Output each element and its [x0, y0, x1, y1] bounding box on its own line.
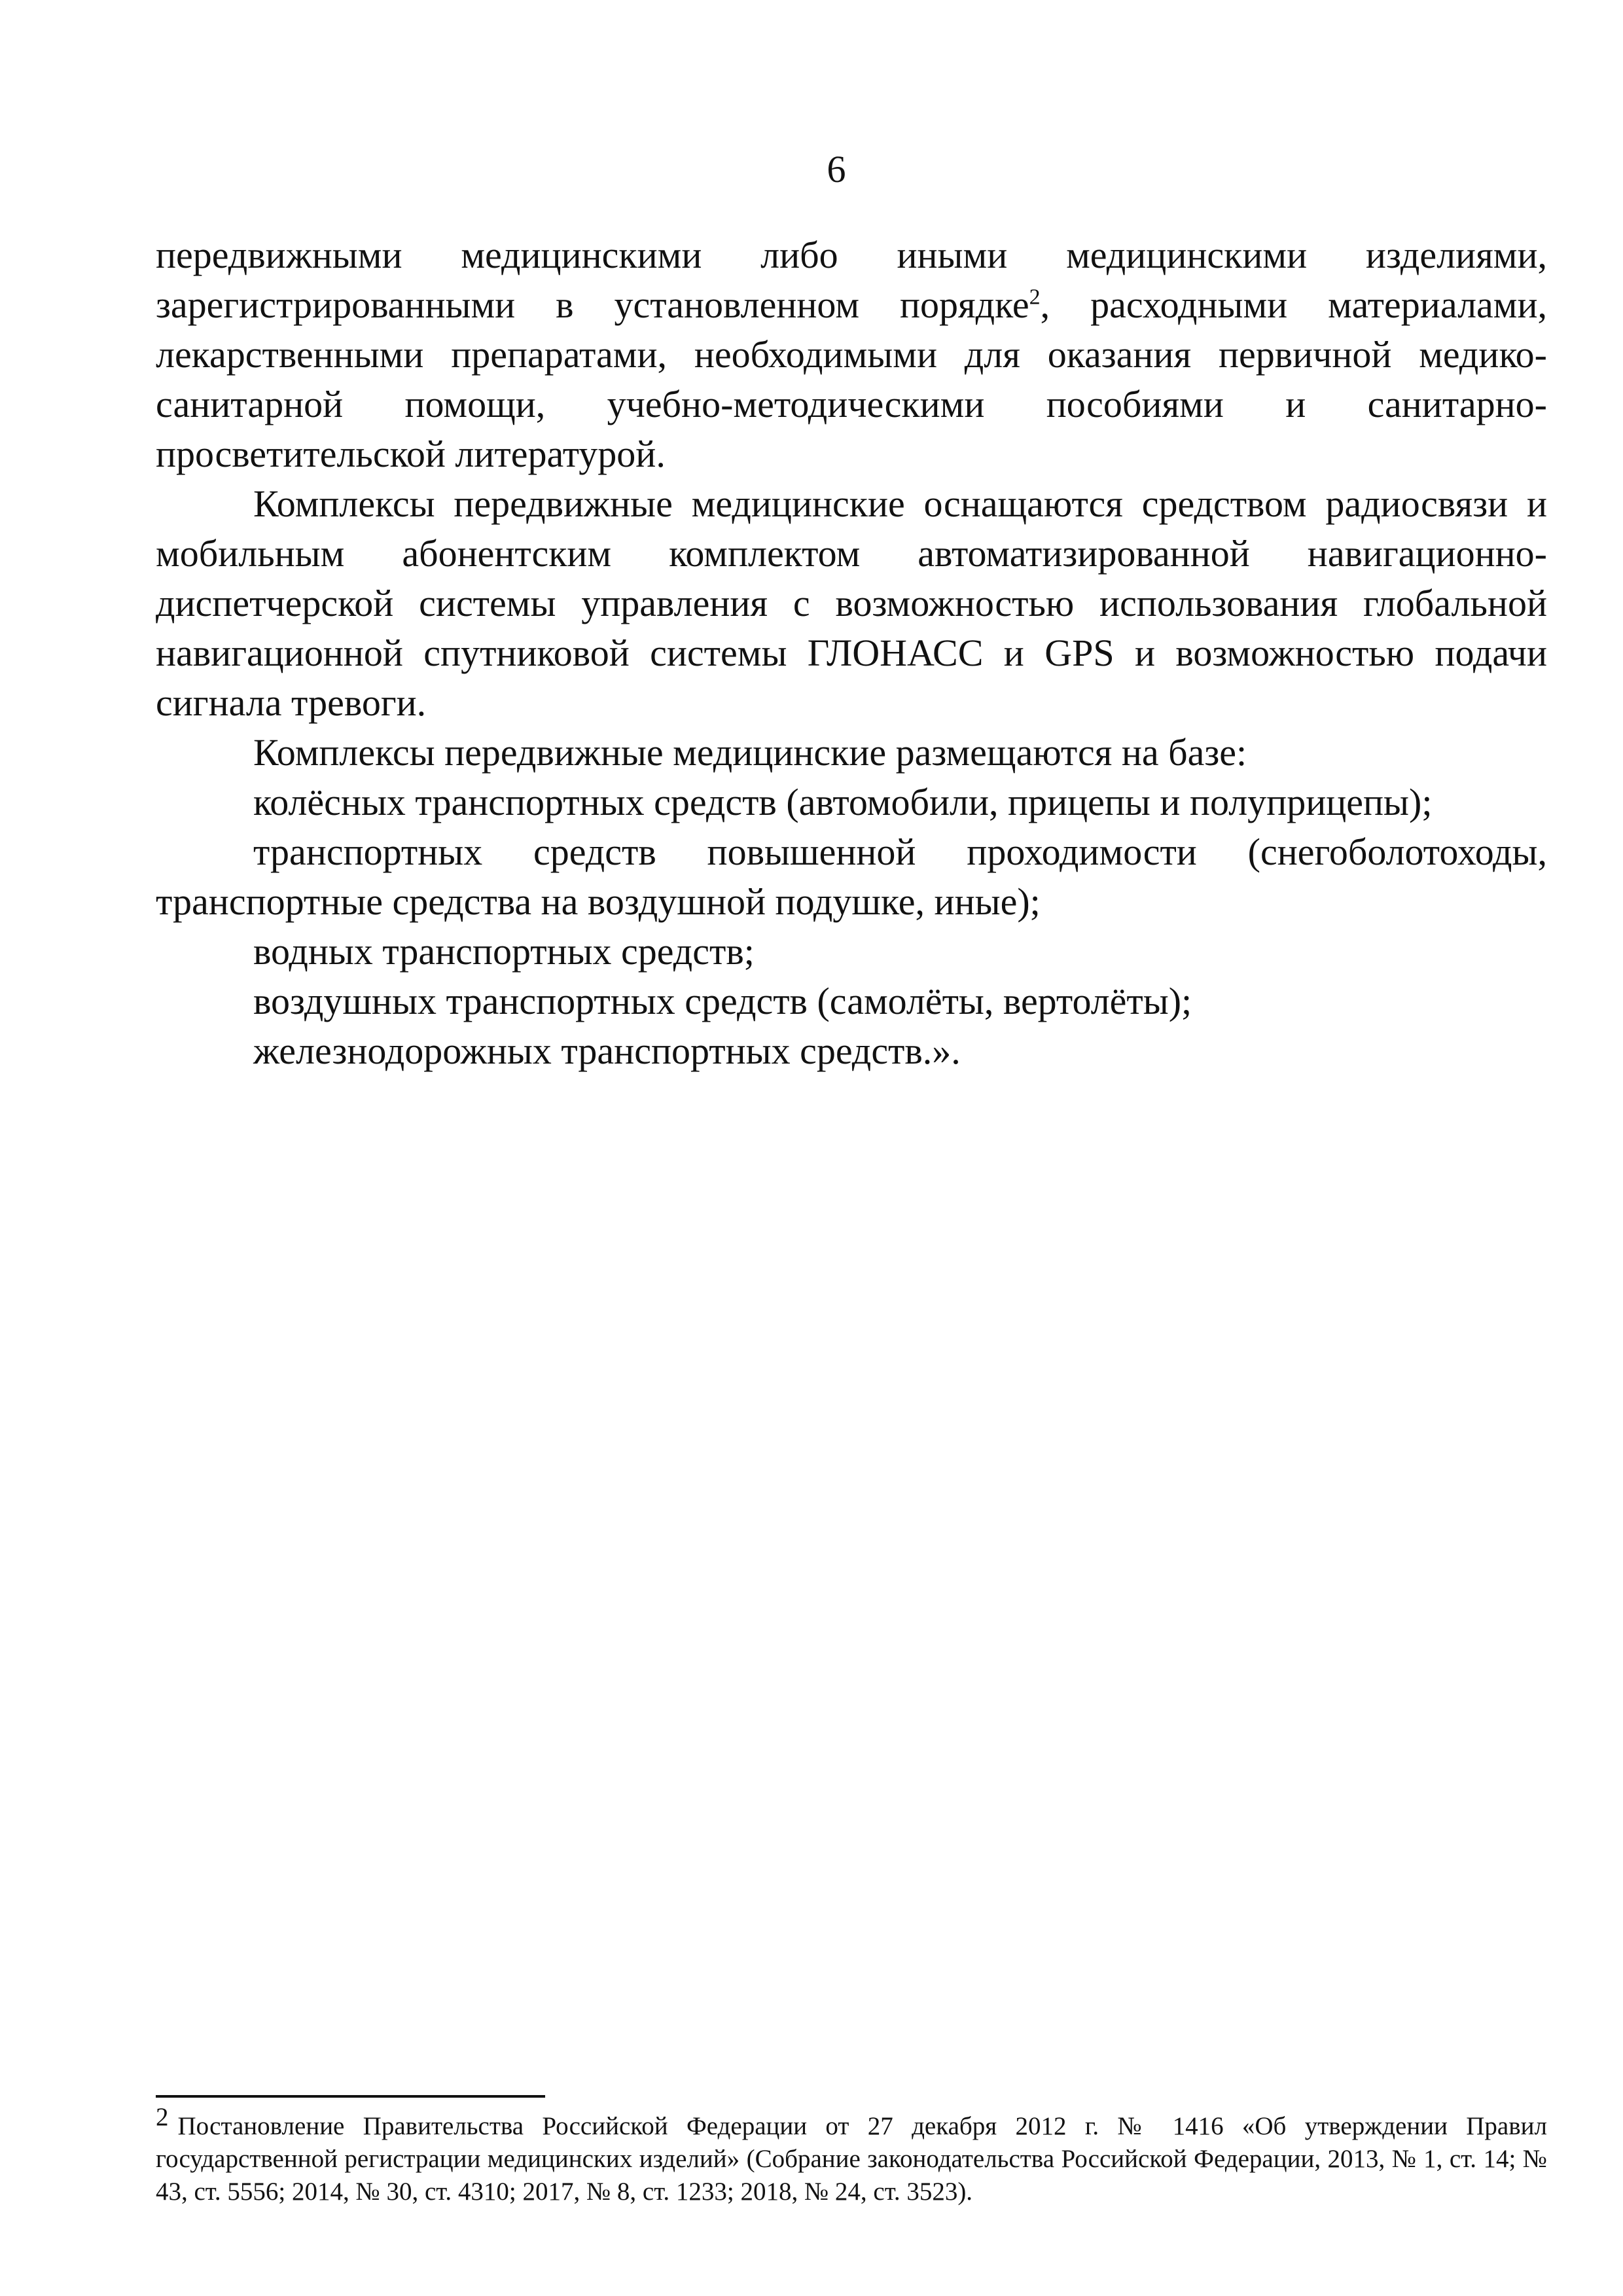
paragraph-equipment — [156, 230, 1547, 479]
paragraph-equipment-text-before-footnote: передвижными медицинскими либо иными медицинскими изделиями, зарегистрированными в установленном порядке — [156, 234, 1547, 326]
list-item-water-vehicles: водных транспортных средств; — [253, 930, 755, 973]
footnote — [156, 2103, 1547, 2208]
footnote-text: Постановление Правительства Российской Федерации от 27 декабря 2012 г. № 1416 «Об утверждении Правил государственной регистрации медицинских изделий» (Собрание законодательства Российской Федерации, 2013, № 1, ст. 14; № 43, ст. 5556; 2014, № 30, ст. 4310; 2017, № 8, ст. 1233; 2018, № 24, ст. 3523). — [156, 2112, 1547, 2206]
page-number: 6 — [827, 148, 846, 190]
list-item-wheeled-vehicles: колёсных транспортных средств (автомобили, прицепы и полуприцепы); — [253, 781, 1433, 823]
footnote-reference: 2 — [1029, 285, 1041, 310]
body-text — [156, 230, 1547, 1076]
paragraph-radio-navigation: Комплексы передвижные медицинские оснащаются средством радиосвязи и мобильным абонентским комплектом автоматизированной навигационно-диспетчерской системы управления с возможностью использования глобальной навигационной спутниковой системы ГЛОНАСС и GPS и возможностью подачи сигнала тревоги. — [156, 482, 1547, 724]
paragraph-placement-intro: Комплексы передвижные медицинские размещаются на базе: — [253, 731, 1247, 774]
footnote-number: 2 — [156, 2103, 169, 2131]
paragraph-equipment-text-after-footnote: , расходными материалами, лекарственными препаратами, необходимыми для оказания первичной медико-санитарной помощи, учебно-методическими пособиями и санитарно-просветительской литературой. — [156, 283, 1547, 475]
list-item-high-mobility-vehicles: транспортных средств повышенной проходимости (снегоболотоходы, транспортные средства на воздушной подушке, иные); — [156, 831, 1547, 923]
list-item-air-vehicles: воздушных транспортных средств (самолёты, вертолёты); — [253, 980, 1192, 1022]
list-item-railway-vehicles: железнодорожных транспортных средств.». — [253, 1030, 961, 1072]
footnote-divider — [156, 2095, 545, 2098]
